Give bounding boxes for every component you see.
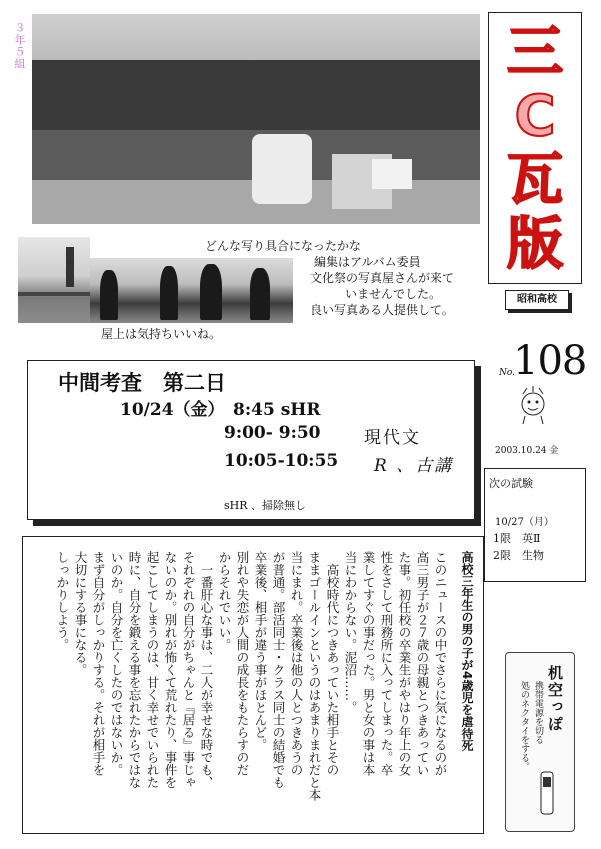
article-body	[53, 551, 449, 825]
title-char: 瓦	[507, 148, 563, 213]
caption-line: どんな写り具合になったかな	[205, 239, 362, 253]
article-line: それぞれの自分がちゃんと『居る』事じゃ	[181, 551, 196, 789]
caption-line: いませんでした。	[345, 287, 442, 301]
article-line: が普通。部活同士・クラス同士の結婚でも	[271, 551, 286, 789]
exam-period1-time: 9:00- 9:50	[224, 423, 321, 443]
article-line: いのか。自分を亡くしたのではないか。	[109, 551, 124, 776]
exam-heading: 中間考査 第二日	[58, 371, 226, 395]
column-title: 机空っぽ	[546, 665, 564, 733]
article-line: 起こしてしまうのは、甘く幸せでいられた	[145, 551, 160, 789]
article-line: 大切にする事になる。	[73, 551, 88, 676]
issue-number: 108	[513, 338, 587, 384]
article-line: 別れや失恋が人間の成長をもたらすのだ	[235, 551, 250, 776]
article	[22, 536, 484, 834]
article-line: しっかりしよう。	[55, 551, 70, 651]
title-char: C	[514, 84, 556, 149]
exam-note: sHR 、掃除無し	[224, 499, 307, 512]
article-line: このニュースの中でさらに気になるのが	[433, 551, 448, 776]
article-line: 高三男子が２７歳の母親とつきあってい	[415, 551, 430, 776]
article-line: 卒業後、相手が違う事がほとんど。	[253, 551, 268, 751]
column-box	[505, 652, 575, 832]
issue-prefix: No.	[499, 368, 515, 378]
article-line: まず自分がしっかりする。それが相手を	[91, 551, 106, 776]
article-line: 時に、自分を鍛える事を忘れたからではな	[127, 551, 142, 789]
exam-period2-time: 10:05-10:55	[224, 451, 339, 471]
column-line: 携帯電源を切る	[533, 681, 543, 744]
publisher-badge: 昭和高校	[505, 290, 569, 310]
next-test-row: 1限 英Ⅱ	[493, 532, 541, 545]
mobile-phone-icon	[540, 771, 554, 815]
class-photo	[32, 14, 480, 224]
article-line: た事。初任校の卒業生がやはり年上の女	[397, 551, 412, 776]
rooftop-photo	[18, 237, 90, 323]
next-test-title: 次の試験	[489, 477, 533, 490]
next-test	[484, 468, 586, 582]
mascot-doodle-icon	[515, 386, 551, 426]
exam-period1-subject: 現代文	[364, 428, 421, 448]
class-tag: ３年５組	[13, 22, 26, 70]
exam-schedule	[27, 360, 475, 520]
issue-date: 2003.10.24 金	[495, 446, 559, 456]
article-line: 業してすぐの事だった。男と女の事は本	[361, 551, 376, 776]
photo-caption	[190, 238, 480, 318]
caption-line: 文化祭の写真屋さんが来て	[310, 271, 455, 285]
article-line: 当にまれ。卒業後は他の人とつきあうの	[289, 551, 304, 776]
exam-date-line: 10/24（金） 8:45 sHR	[120, 400, 321, 420]
exam-period2-subject: R 、古講	[374, 456, 454, 476]
title-char: 版	[507, 212, 563, 277]
caption-line: 良い写真ある人提供して。	[310, 303, 454, 317]
article-line: 当にわからない。泥沼……。	[343, 551, 358, 714]
rooftop-caption: 屋上は気持ちいいね。	[101, 327, 222, 341]
article-line: 一番肝心な事は、二人が幸せな時でも、	[199, 551, 214, 789]
column-line: 処のネクタイをする。	[519, 681, 529, 771]
masthead-title	[489, 21, 581, 277]
article-line: からそれでいい。	[217, 551, 232, 651]
next-test-row: 2限 生物	[493, 549, 544, 562]
caption-line: 編集はアルバム委員	[314, 255, 421, 269]
article-line: ままゴールインというのはあまりまれだと本	[307, 551, 322, 801]
article-line: ないのか。別れが怖くて荒れたり、事件を	[163, 551, 178, 789]
title-char: 三	[507, 20, 563, 85]
masthead	[488, 12, 582, 284]
next-test-date: 10/27（月）	[495, 517, 554, 528]
article-headline: 高校三年生の男の子が4歳児を虐待死	[460, 551, 474, 752]
article-line: 性をさして刑務所に入ってしまった。卒	[379, 551, 394, 776]
article-line: 高校時代につきあっていた相手とその	[325, 551, 340, 776]
